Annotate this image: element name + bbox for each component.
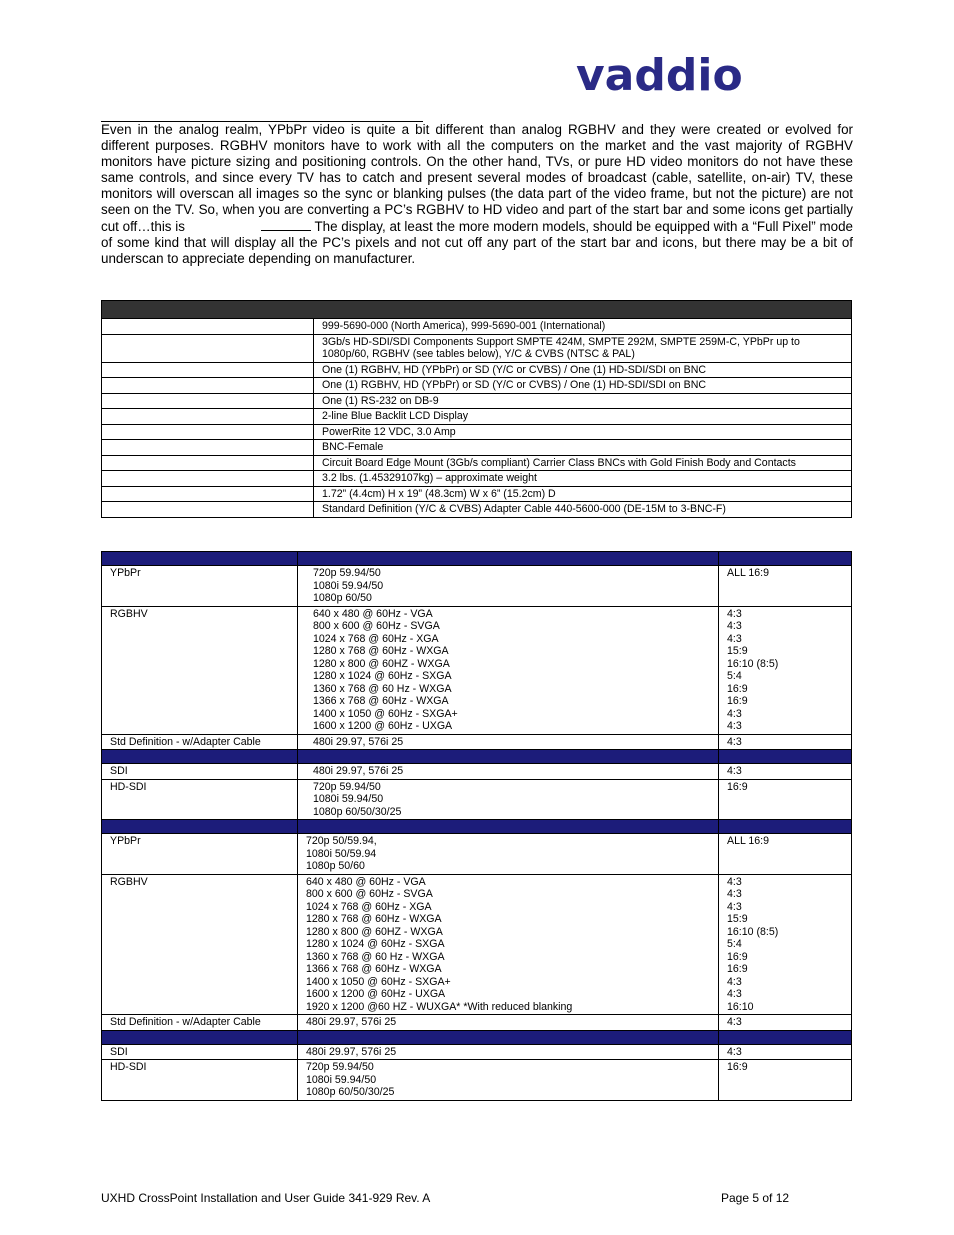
format-row xyxy=(102,566,852,607)
aspect-ratio: 4:3 xyxy=(727,875,742,888)
spec-value: 3Gb/s HD-SDI/SDI Components Support SMPTE 424M, SMPTE 292M, SMPTE 259M-C, YPbPr up to 1080p/60, RGBHV (see tables below), Y/C & CVBS (NTSC & PAL) xyxy=(314,334,852,362)
spec-value: PowerRite 12 VDC, 3.0 Amp xyxy=(314,424,852,440)
specifications-table xyxy=(101,300,852,518)
spec-header-bar xyxy=(102,301,852,319)
format-row xyxy=(102,1015,852,1031)
signal-type: Std Definition - w/Adapter Cable xyxy=(102,1015,298,1031)
intro-text-2: The display, at least the more modern models, should be equipped with a “Full Pixel” mode of some kind that will display all the PC’s pixels and not cut off any part of the start bar and icons, but there may be a bit of underscan to appreciate depending on manufacturer. xyxy=(101,218,853,266)
section-header-bar xyxy=(102,1030,852,1044)
section-header-bar xyxy=(102,820,852,834)
spec-row xyxy=(102,362,852,378)
resolution: 480i 29.97, 576i 25 xyxy=(306,1016,397,1028)
resolution: 1600 x 1200 @ 60Hz - UXGA xyxy=(306,988,446,1000)
aspect-ratio: 4:3 xyxy=(727,888,742,900)
format-row xyxy=(102,834,852,875)
spec-label xyxy=(102,334,314,362)
aspect-ratio: 5:4 xyxy=(727,670,742,682)
resolution: 720p 59.94/50 xyxy=(313,780,381,793)
spec-label xyxy=(102,455,314,471)
aspect-ratio: 4:3 xyxy=(727,900,742,913)
spec-label xyxy=(102,378,314,394)
spec-label xyxy=(102,440,314,456)
aspect-ratio: 4:3 xyxy=(727,707,742,720)
resolution: 1080i 59.94/50 xyxy=(306,1073,377,1086)
spec-value: 999-5690-000 (North America), 999-5690-001 (International) xyxy=(314,319,852,335)
resolution: 1360 x 768 @ 60 Hz - WXGA xyxy=(306,950,445,963)
aspect-ratio: 4:3 xyxy=(727,632,742,645)
format-row xyxy=(102,874,852,1015)
resolution: 480i 29.97, 576i 25 xyxy=(313,765,404,777)
spec-value: 1.72” (4.4cm) H x 19” (48.3cm) W x 6” (15.2cm) D xyxy=(314,486,852,502)
aspect-ratio: 4:3 xyxy=(727,620,742,632)
resolution: 1280 x 800 @ 60HZ - WXGA xyxy=(306,925,443,938)
spec-label xyxy=(102,424,314,440)
aspect-ratio: 4:3 xyxy=(727,1045,742,1058)
resolution: 720p 59.94/50 xyxy=(313,567,381,579)
resolution: 1360 x 768 @ 60 Hz - WXGA xyxy=(313,682,452,695)
resolution: 720p 59.94/50 xyxy=(306,1061,374,1073)
video-formats-table xyxy=(101,551,852,1101)
spec-label xyxy=(102,393,314,409)
logo-text: vaddio xyxy=(576,52,743,98)
spec-row xyxy=(102,409,852,425)
vaddio-logo xyxy=(576,52,812,98)
resolution: 1080p 50/60 xyxy=(306,860,365,872)
spec-row xyxy=(102,502,852,518)
aspect-ratio: 16:9 xyxy=(727,1061,748,1073)
intro-text-1: Even in the analog realm, YPbPr video is quite a bit different than analog RGBHV and they were created or evolved for different purposes. RGBHV monitors have to work with all the computers on the market and the vast majority of RGBHV monitors have picture sizing and positioning controls. On the other hand, TVs, or pure HD video monitors do not have these same controls, and since every TV has to catch and present several modes of broadcast (cable, satellite, on-air) TV, these monitors will overscan all images so the sync or blanking pulses (the data part of the video frame, but not the picture) are not seen on the TV. So, when you are converting a PC’s RGBHV to HD video and part of the start bar and some icons get partially cut off…this is xyxy=(101,122,853,234)
resolution: 800 x 600 @ 60Hz - SVGA xyxy=(313,620,440,632)
aspect-ratio: 4:3 xyxy=(727,765,742,777)
format-row xyxy=(102,764,852,780)
spec-row xyxy=(102,424,852,440)
aspect-ratio: 15:9 xyxy=(727,913,748,925)
format-row xyxy=(102,1044,852,1060)
spec-row xyxy=(102,440,852,456)
resolution: 480i 29.97, 576i 25 xyxy=(313,735,404,748)
aspect-ratio: 4:3 xyxy=(727,720,742,732)
page-number: Page 5 of 12 xyxy=(721,1191,790,1205)
spec-row xyxy=(102,378,852,394)
resolution: 1080i 50/59.94 xyxy=(306,847,377,860)
signal-type: HD-SDI xyxy=(102,1060,298,1101)
spec-value: One (1) RGBHV, HD (YPbPr) or SD (Y/C or CVBS) / One (1) HD-SDI/SDI on BNC xyxy=(314,362,852,378)
resolution: 1280 x 800 @ 60HZ - WXGA xyxy=(313,657,450,670)
aspect-ratio: 16:9 xyxy=(727,950,748,963)
spec-label xyxy=(102,409,314,425)
resolution: 1280 x 1024 @ 60Hz - SXGA xyxy=(306,938,445,950)
aspect-ratio: 16:9 xyxy=(727,780,748,793)
format-row xyxy=(102,734,852,750)
resolution: 720p 50/59.94, xyxy=(306,835,377,847)
signal-type: YPbPr xyxy=(102,834,298,875)
resolution: 640 x 480 @ 60Hz - VGA xyxy=(306,875,426,888)
spec-value: 3.2 lbs. (1.45329107kg) – approximate weight xyxy=(314,471,852,487)
aspect-ratio: 4:3 xyxy=(727,735,742,748)
format-row xyxy=(102,606,852,734)
spec-value: One (1) RS-232 on DB-9 xyxy=(314,393,852,409)
spec-value: Circuit Board Edge Mount (3Gb/s compliant) Carrier Class BNCs with Gold Finish Body and Contacts xyxy=(314,455,852,471)
resolution: 1600 x 1200 @ 60Hz - UXGA xyxy=(313,720,453,732)
signal-type: RGBHV xyxy=(102,874,298,1015)
resolution: 1400 x 1050 @ 60Hz - SXGA+ xyxy=(313,707,458,720)
aspect-ratio: 16:10 (8:5) xyxy=(727,925,779,938)
footer-title: UXHD CrossPoint Installation and User Guide 341-929 Rev. A xyxy=(101,1191,431,1205)
aspect-ratio: 16:9 xyxy=(727,682,748,695)
spec-value: BNC-Female xyxy=(314,440,852,456)
spec-row xyxy=(102,471,852,487)
spec-row xyxy=(102,334,852,362)
resolution: 800 x 600 @ 60Hz - SVGA xyxy=(306,888,433,900)
spec-row xyxy=(102,319,852,335)
resolution: 1080i 59.94/50 xyxy=(313,579,384,592)
aspect-ratio: 4:3 xyxy=(727,1016,742,1028)
section-header-bar xyxy=(102,750,852,764)
aspect-ratio: ALL 16:9 xyxy=(727,835,770,847)
aspect-ratio: 16:10 (8:5) xyxy=(727,657,779,670)
signal-type: Std Definition - w/Adapter Cable xyxy=(102,734,298,750)
format-row xyxy=(102,779,852,820)
resolution: 1280 x 768 @ 60Hz - WXGA xyxy=(313,645,449,657)
spec-row xyxy=(102,393,852,409)
section-header-bar xyxy=(102,552,852,566)
resolution: 1080p 60/50 xyxy=(313,592,372,604)
spec-label xyxy=(102,319,314,335)
resolution: 1024 x 768 @ 60Hz - XGA xyxy=(313,632,439,645)
resolution: 1366 x 768 @ 60Hz - WXGA xyxy=(313,695,449,707)
aspect-ratio: 5:4 xyxy=(727,938,742,950)
spec-value: Standard Definition (Y/C & CVBS) Adapter Cable 440-5600-000 (DE-15M to 3-BNC-F) xyxy=(314,502,852,518)
signal-type: YPbPr xyxy=(102,566,298,607)
resolution: 1024 x 768 @ 60Hz - XGA xyxy=(306,900,432,913)
aspect-ratio: ALL 16:9 xyxy=(727,567,770,579)
spec-row xyxy=(102,455,852,471)
signal-type: SDI xyxy=(102,764,298,780)
spec-label xyxy=(102,502,314,518)
aspect-ratio: 16:10 xyxy=(727,1000,754,1013)
spec-label xyxy=(102,486,314,502)
signal-type: RGBHV xyxy=(102,606,298,734)
aspect-ratio: 15:9 xyxy=(727,645,748,657)
resolution: 1280 x 768 @ 60Hz - WXGA xyxy=(306,913,442,925)
aspect-ratio: 16:9 xyxy=(727,963,748,975)
resolution: 1080i 59.94/50 xyxy=(313,793,384,805)
signal-type: HD-SDI xyxy=(102,779,298,820)
spec-row xyxy=(102,486,852,502)
resolution: 1080p 60/50/30/25 xyxy=(313,805,402,818)
resolution: 640 x 480 @ 60Hz - VGA xyxy=(313,607,433,620)
resolution: 1080p 60/50/30/25 xyxy=(306,1086,395,1098)
aspect-ratio: 16:9 xyxy=(727,695,748,707)
aspect-ratio: 4:3 xyxy=(727,975,742,988)
aspect-ratio: 4:3 xyxy=(727,607,742,620)
resolution: 1400 x 1050 @ 60Hz - SXGA+ xyxy=(306,975,451,988)
spec-label xyxy=(102,471,314,487)
resolution: 1366 x 768 @ 60Hz - WXGA xyxy=(306,963,442,975)
spec-value: One (1) RGBHV, HD (YPbPr) or SD (Y/C or CVBS) / One (1) HD-SDI/SDI on BNC xyxy=(314,378,852,394)
format-row xyxy=(102,1060,852,1101)
signal-type: SDI xyxy=(102,1044,298,1060)
intro-paragraph xyxy=(101,122,853,267)
resolution: 480i 29.97, 576i 25 xyxy=(306,1045,397,1058)
spec-value: 2-line Blue Backlit LCD Display xyxy=(314,409,852,425)
resolution: 1280 x 1024 @ 60Hz - SXGA xyxy=(313,670,452,682)
resolution: 1920 x 1200 @60 HZ - WUXGA* *With reduced blanking xyxy=(306,1000,573,1013)
spec-label xyxy=(102,362,314,378)
aspect-ratio: 4:3 xyxy=(727,988,742,1000)
